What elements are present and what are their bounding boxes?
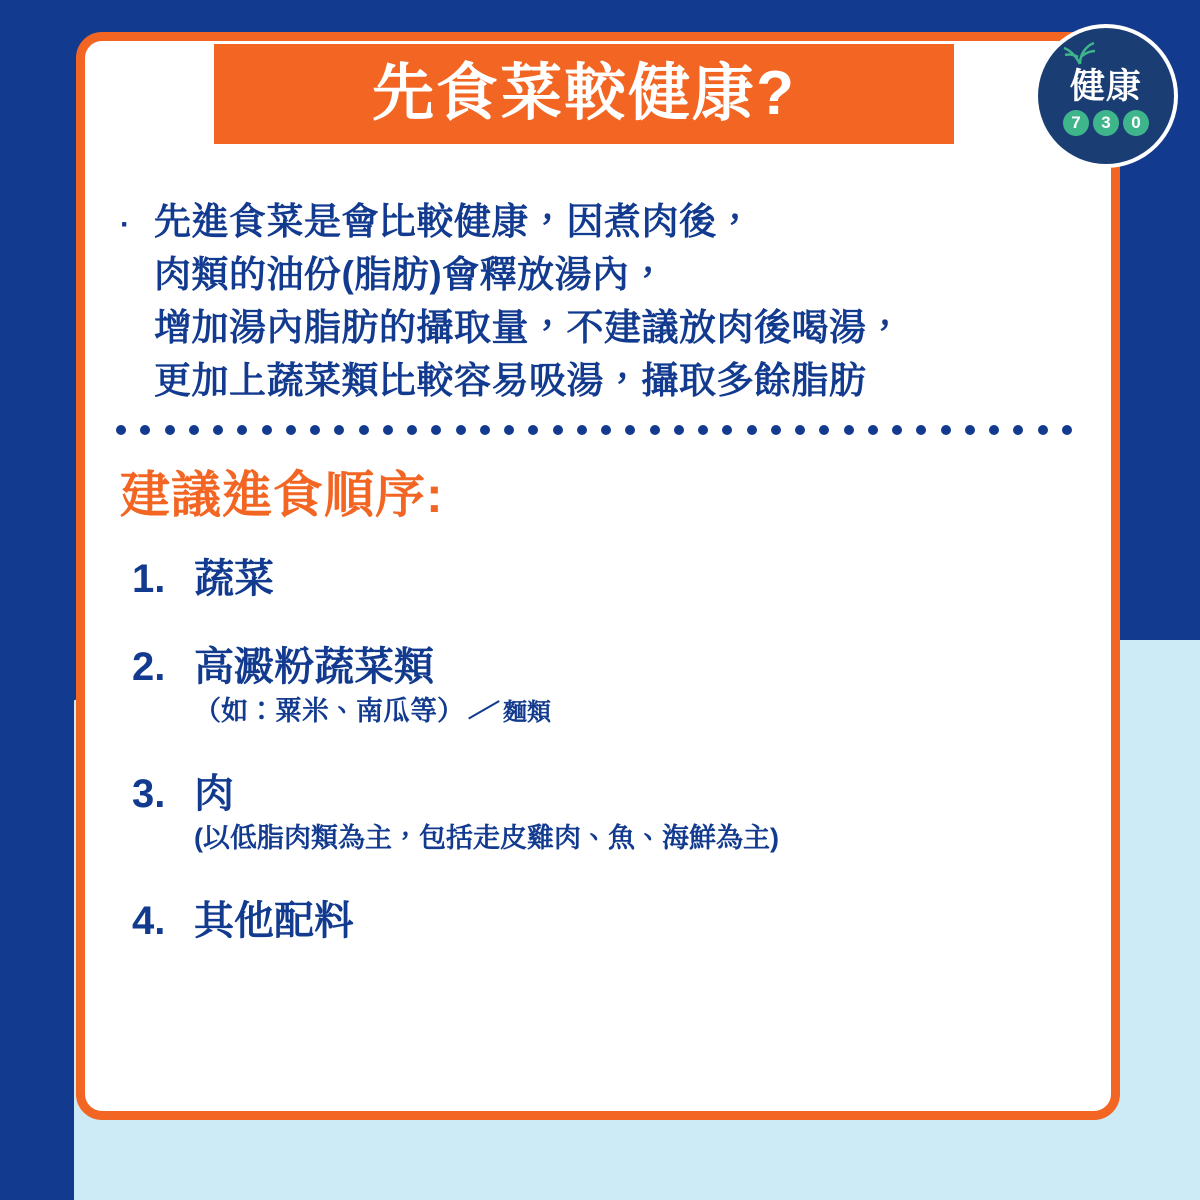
step-label: 高澱粉蔬菜類 bbox=[194, 645, 434, 689]
step-number: 3. bbox=[132, 772, 166, 817]
step-number: 4. bbox=[132, 899, 166, 944]
eating-order-list bbox=[132, 556, 1032, 986]
leaf-icon bbox=[1060, 40, 1100, 66]
navy-left-band bbox=[0, 0, 74, 1200]
logo-number-0: 0 bbox=[1123, 110, 1149, 136]
step-detail-a: （如：粟米、南瓜等） bbox=[194, 696, 464, 726]
list-item bbox=[132, 556, 1032, 602]
dotted-divider bbox=[116, 424, 1072, 436]
intro-line-2: 肉類的油份(脂肪)會釋放湯內， bbox=[154, 253, 668, 295]
logo-number-7: 7 bbox=[1063, 110, 1089, 136]
list-item bbox=[132, 644, 1032, 729]
intro-line-4: 更加上蔬菜類比較容易吸湯，攝取多餘脂肪 bbox=[154, 359, 867, 401]
logo-number-3: 3 bbox=[1093, 110, 1119, 136]
title-banner bbox=[214, 44, 954, 144]
step-detail: (以低脂肉類為主，包括走皮雞肉、魚、海鮮為主) bbox=[194, 823, 779, 854]
step-label: 肉 bbox=[194, 772, 234, 817]
step-detail-b: 麵類 bbox=[503, 699, 551, 726]
bullet-dot: · bbox=[120, 208, 131, 241]
section-heading: 建議進食順序: bbox=[120, 467, 444, 523]
step-detail-slash: ／ bbox=[466, 693, 501, 730]
intro-line-3: 增加湯內脂肪的攝取量，不建議放肉後喝湯， bbox=[154, 306, 904, 348]
logo-numbers bbox=[1063, 110, 1149, 136]
page-title: 先食菜較健康? bbox=[372, 59, 796, 128]
step-number: 1. bbox=[132, 557, 166, 601]
intro-lines bbox=[154, 196, 1080, 408]
step-label: 蔬菜 bbox=[194, 557, 274, 601]
intro-line-1: 先進食菜是會比較健康，因煮肉後， bbox=[154, 201, 754, 242]
logo-wordmark: 健康 bbox=[1069, 66, 1142, 106]
step-label: 其他配料 bbox=[194, 899, 354, 944]
step-number: 2. bbox=[132, 645, 166, 689]
brand-logo bbox=[1038, 28, 1174, 164]
list-item bbox=[132, 771, 1032, 856]
intro-paragraph bbox=[120, 196, 1080, 408]
step-detail bbox=[194, 694, 1032, 729]
list-item bbox=[132, 898, 1032, 944]
